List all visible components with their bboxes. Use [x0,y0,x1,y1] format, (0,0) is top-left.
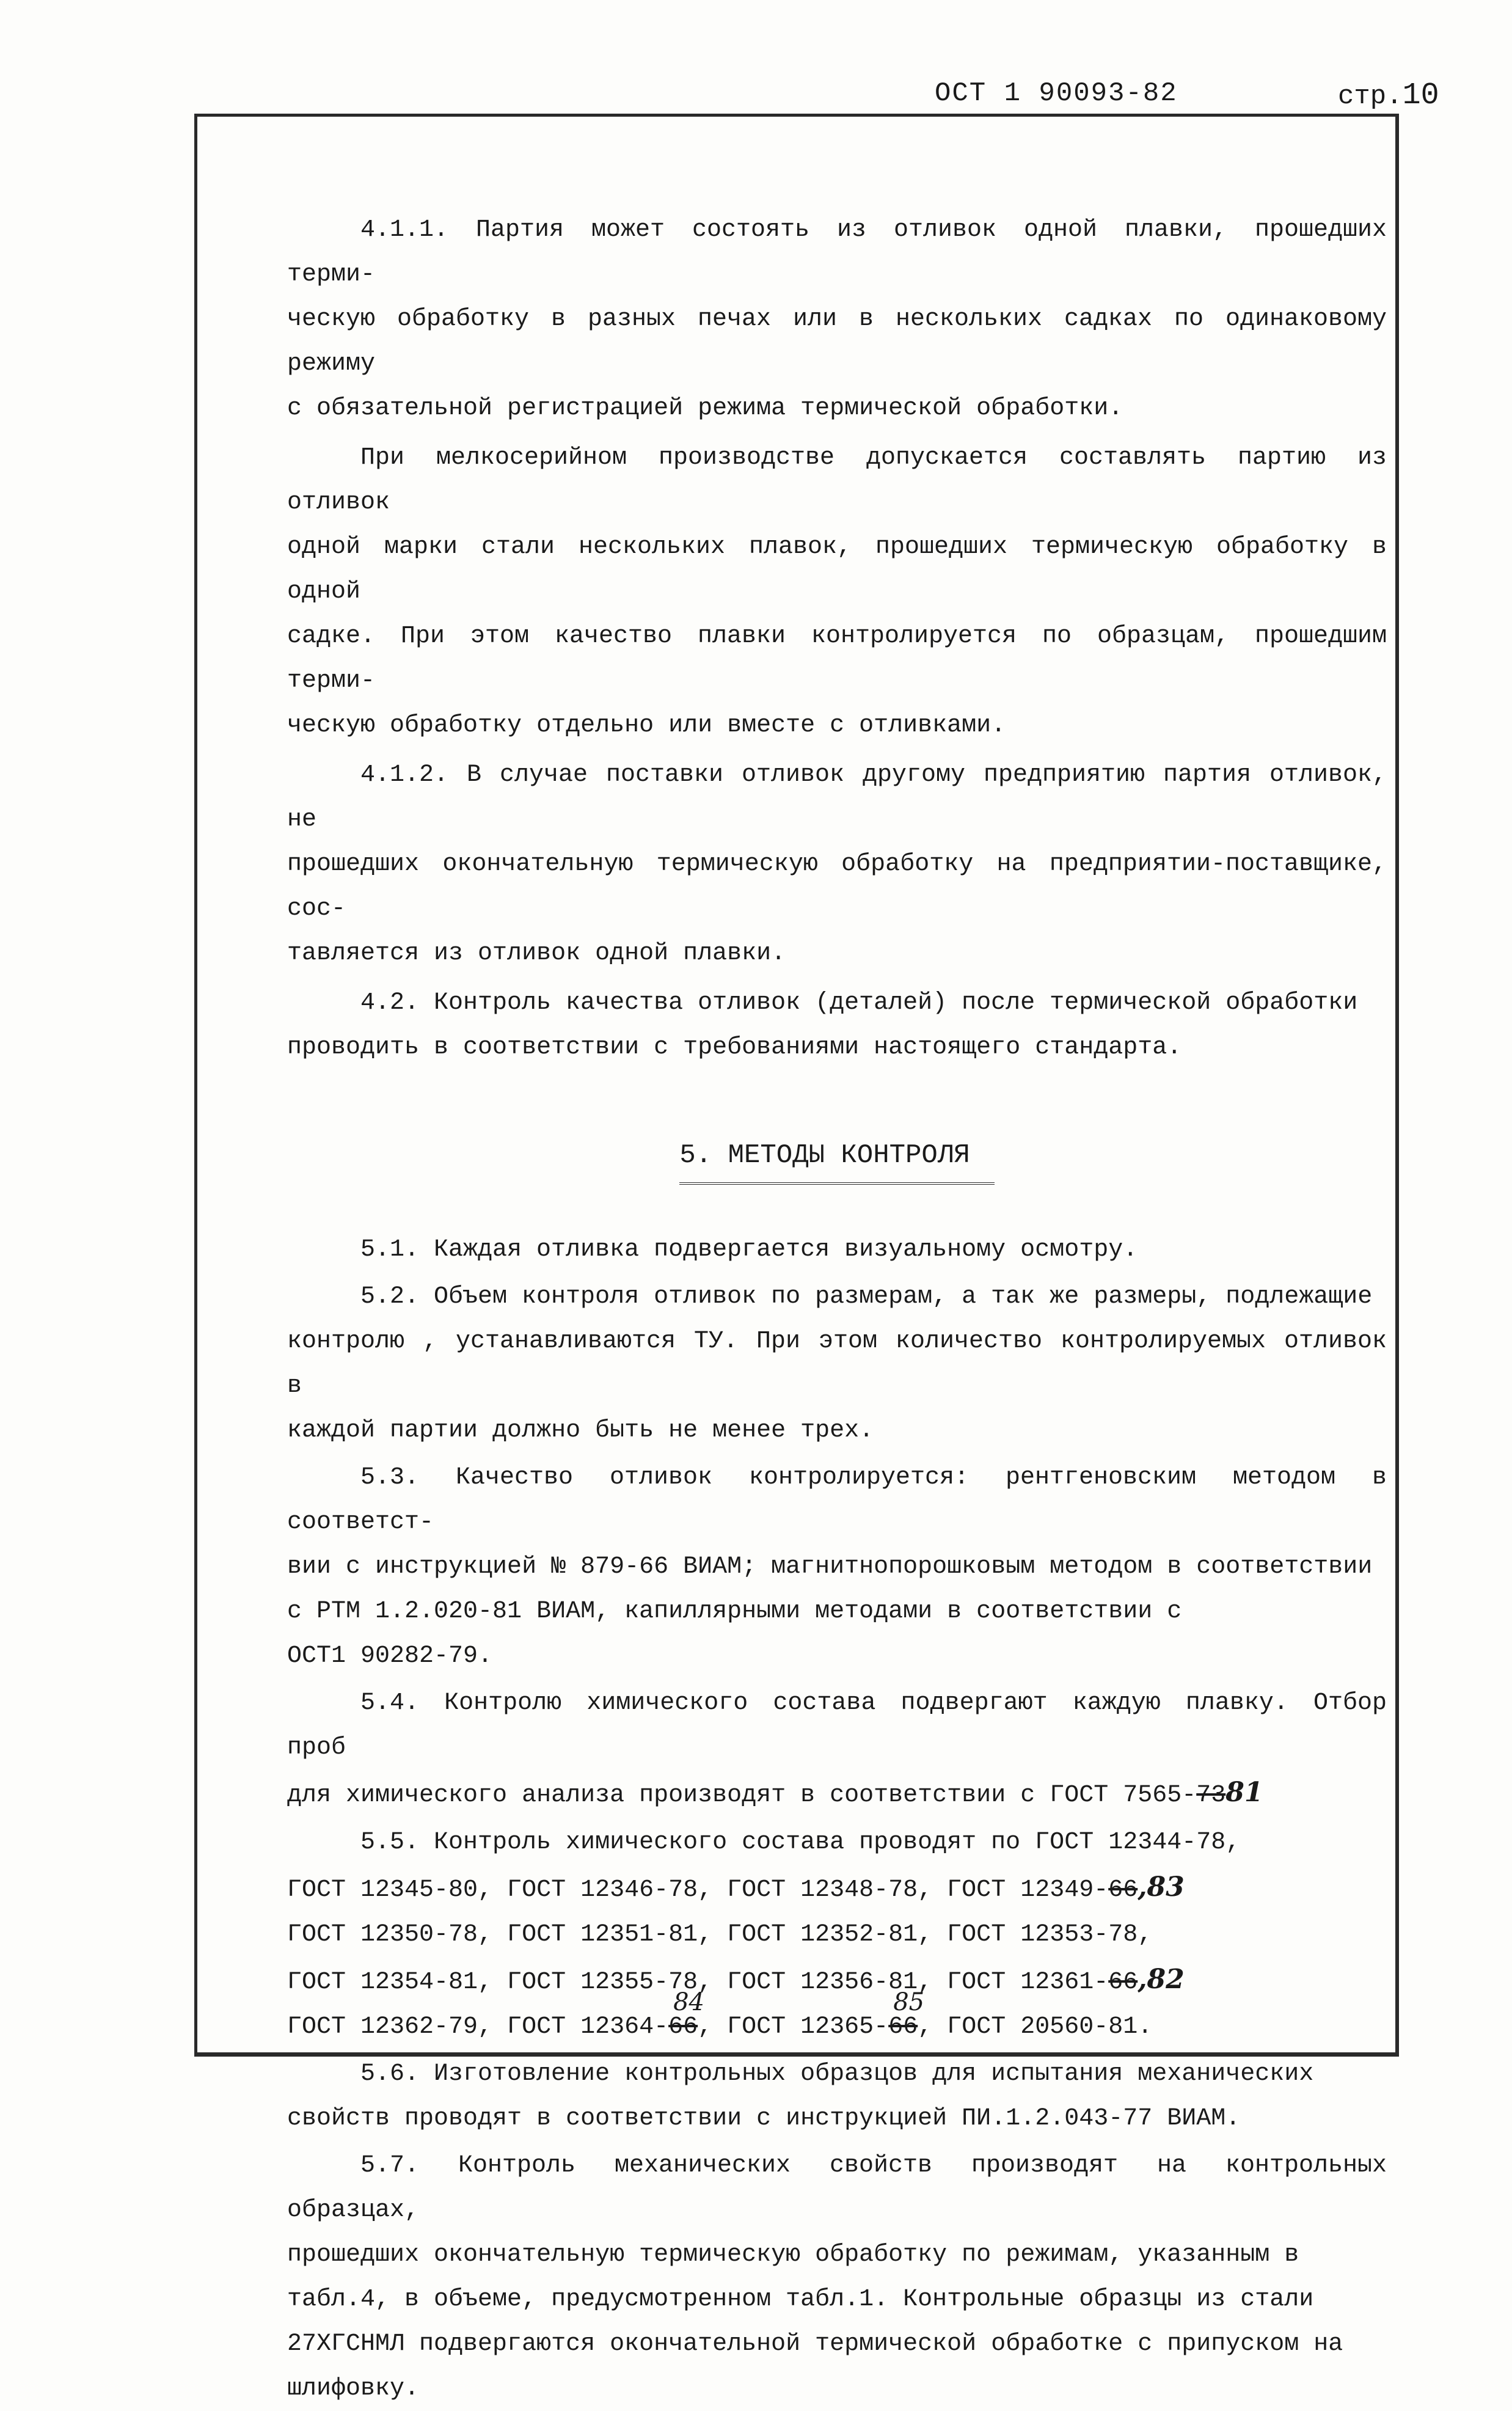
struck-text: 66 [888,2013,918,2041]
text-line: 4.1.1. Партия может состоять из отливок одной плавки, прошедших терми- [287,216,1387,288]
corrected-year [668,1988,705,2049]
text-line: ческую обработку отдельно или вместе с отливками. [287,712,1006,739]
handwritten-correction: ,82 [1138,1964,1185,1995]
text-line: 5.3. Качество отливок контролируется: рентгеновским методом в соответст- [287,1464,1387,1536]
text-line: тавляется из отливок одной плавки. [287,940,786,967]
text-line: 5.1. Каждая отливка подвергается визуальному осмотру. [360,1236,1138,1264]
text-line: 5.7. Контроль механических свойств производят на контрольных образцах, [287,2152,1387,2224]
text-line: 4.1.2. В случае поставки отливок другому предприятию партия отливок, не [287,761,1387,833]
clause-4-1-1-note [287,436,1387,748]
clause-5-3 [287,1455,1387,1678]
clause-5-4 [287,1681,1387,1818]
text-line [287,1957,1387,2005]
corrected-year [888,1988,925,2049]
text-segment: ГОСТ 12362-79, ГОСТ 12364- [287,2013,669,2041]
text-line: садке. При этом качество плавки контролируется по образцам, прошедшим терми- [287,623,1387,695]
handwritten-correction: 84 [673,1988,705,2016]
text-line: ческую обработку в разных печах или в нескольких садках по одинаковому режиму [287,305,1387,378]
text-line [287,1988,1387,2049]
text-segment: ГОСТ 12354-81, ГОСТ 12355-78, ГОСТ 12356-81, ГОСТ 12361- [287,1969,1109,1996]
text-segment: , ГОСТ 12365- [698,2013,889,2041]
struck-text: 66 [1108,1876,1138,1904]
text-segment: для химического анализа производят в соответствии с ГОСТ 7565- [287,1782,1197,1809]
handwritten-correction: 81 [1225,1777,1263,1808]
struck-text: 66 [668,2013,698,2041]
text-line: с РТМ 1.2.020-81 ВИАМ, капиллярными методами в соответствии с [287,1598,1182,1625]
clause-5-5 [287,1820,1387,2049]
text-line: свойств проводят в соответствии с инструкцией ПИ.1.2.043-77 ВИАМ. [287,2105,1241,2132]
text-line: проводить в соответствии с требованиями настоящего стандарта. [287,1034,1182,1061]
text-line: 5.6. Изготовление контрольных образцов для испытания механических [360,2060,1314,2088]
clause-5-6 [287,2052,1387,2141]
clause-5-1 [287,1227,1387,1272]
clause-4-1-1 [287,208,1387,431]
document-standard-number: ОСТ 1 90093-82 [935,78,1178,109]
text-segment: , ГОСТ 20560-81. [918,2013,1153,2041]
clause-4-1-2 [287,753,1387,976]
page-number-label [1338,78,1439,113]
text-line: 5.5. Контроль химического состава проводят по ГОСТ 12344-78, [360,1829,1241,1856]
struck-text: 66 [1108,1969,1138,1996]
text-line: 27ХГСНМЛ подвергаются окончательной термической обработке с припуском на [287,2330,1343,2358]
text-line: ГОСТ 12350-78, ГОСТ 12351-81, ГОСТ 12352-81, ГОСТ 12353-78, [287,1921,1153,1948]
text-line [287,1770,1387,1818]
text-line [287,1865,1387,1912]
text-segment: ГОСТ 12345-80, ГОСТ 12346-78, ГОСТ 12348-78, ГОСТ 12349- [287,1876,1109,1904]
section-title-text: 5. МЕТОДЫ КОНТРОЛЯ [679,1137,994,1185]
section-title [287,1137,1387,1185]
text-line: шлифовку. [287,2375,420,2402]
text-line: каждой партии должно быть не менее трех. [287,1417,874,1444]
text-line: табл.4, в объеме, предусмотренном табл.1. Контрольные образцы из стали [287,2286,1314,2313]
page-number: 10 [1402,78,1439,113]
document-body [287,208,1387,2411]
handwritten-correction: 85 [893,1988,925,2016]
page-label: стр. [1338,81,1403,112]
text-line: с обязательной регистрацией режима термической обработки. [287,395,1123,422]
handwritten-correction: ,83 [1138,1871,1185,1903]
text-line: прошедших окончательную термическую обработку на предприятии-поставщике, сос- [287,851,1387,923]
text-line: 4.2. Контроль качества отливок (деталей) после термической обработки [360,989,1358,1017]
text-line: прошедших окончательную термическую обработку по режимам, указанным в [287,2241,1299,2269]
text-line: 5.4. Контролю химического состава подвергают каждую плавку. Отбор проб [287,1689,1387,1762]
clause-5-2 [287,1275,1387,1453]
clause-5-7 [287,2143,1387,2411]
text-line: 5.2. Объем контроля отливок по размерам, а так же размеры, подлежащие [360,1283,1373,1311]
struck-text: 73 [1196,1782,1226,1809]
text-line: При мелкосерийном производстве допускается составлять партию из отливок [287,444,1387,516]
text-line: ОСТ1 90282-79. [287,1642,493,1670]
text-line: одной марки стали нескольких плавок, прошедших термическую обработку в одной [287,533,1387,605]
text-line: вии с инструкцией № 879-66 ВИАМ; магнитнопорошковым методом в соответствии [287,1553,1373,1581]
text-line: контролю , устанавливаются ТУ. При этом количество контролируемых отливок в [287,1328,1387,1400]
clause-4-2 [287,981,1387,1070]
